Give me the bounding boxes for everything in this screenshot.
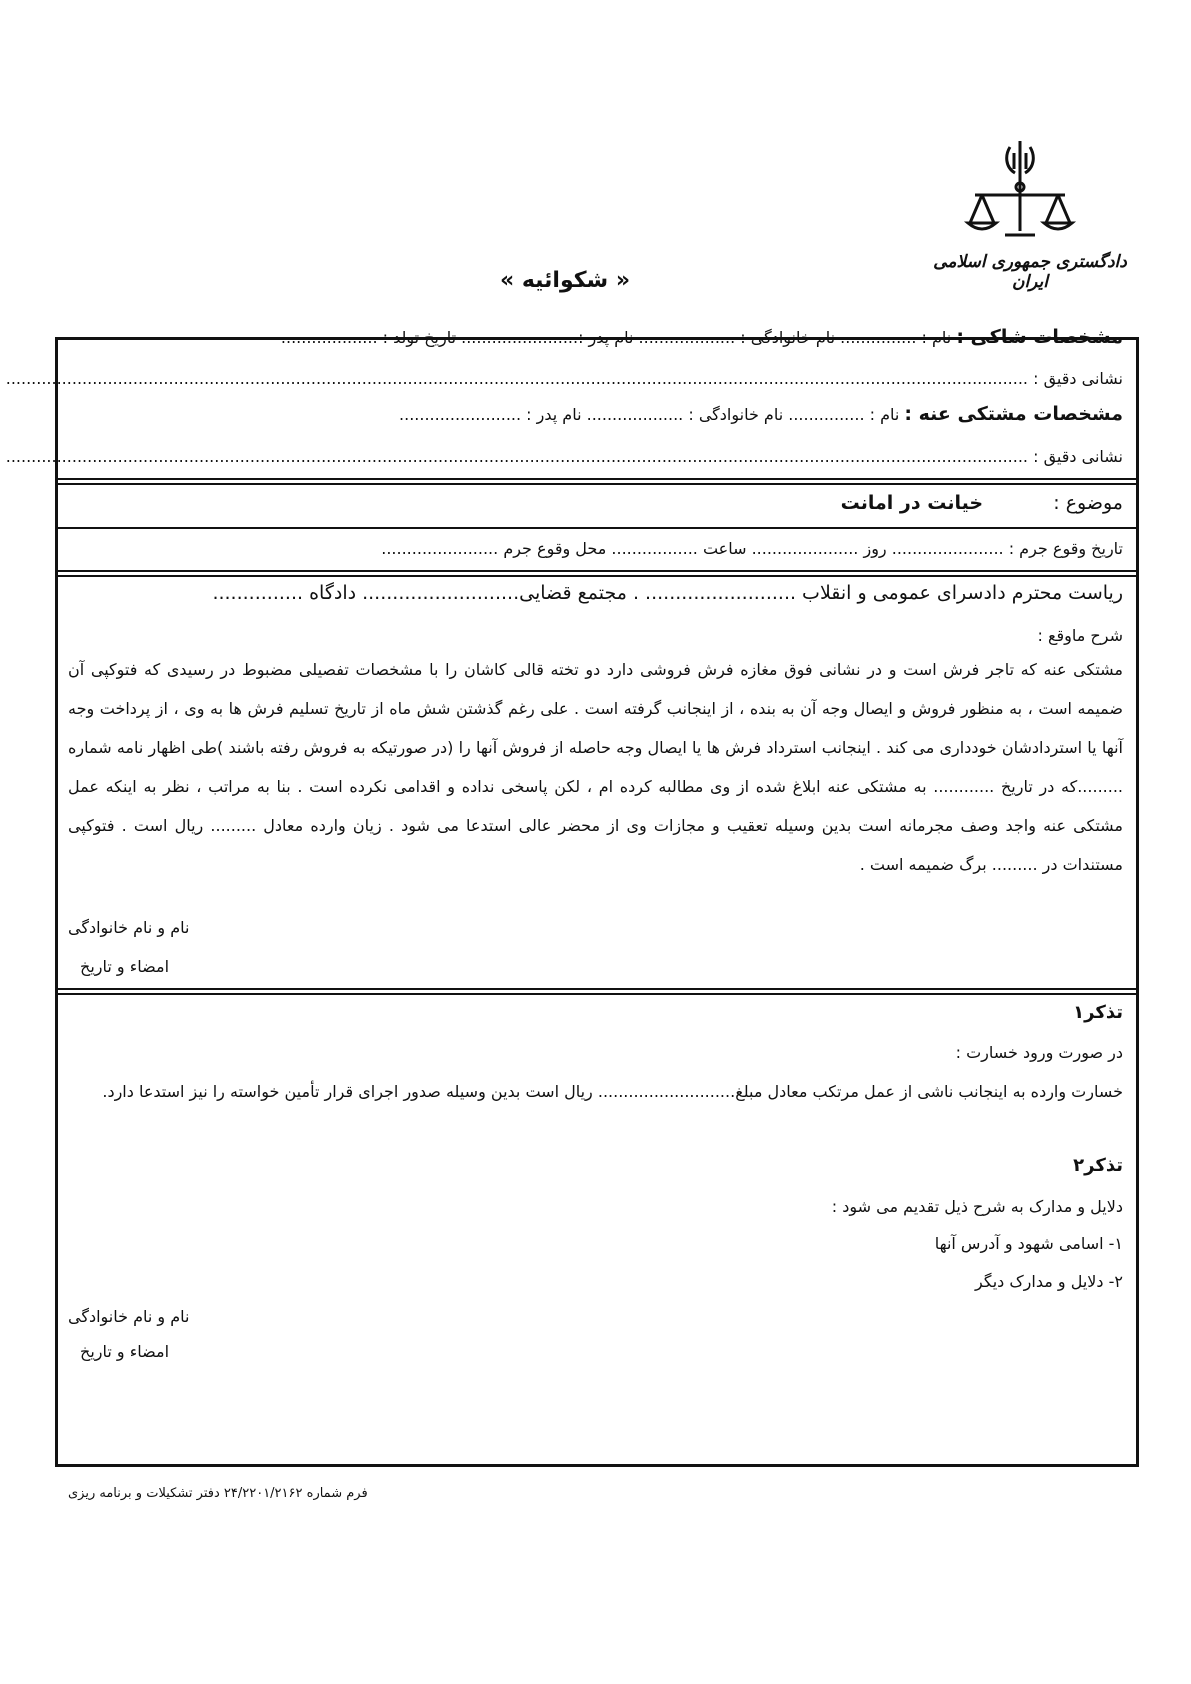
document-title: « شکوائیه » [499,268,631,293]
complainant-address-field[interactable]: نشانی دقیق : ......................................................................................................................................................................................................... [5,369,1123,388]
signature-sign-label: امضاء و تاریخ [80,1342,170,1361]
subject-row [68,492,1123,515]
crime-time-field[interactable]: تاریخ وقوع جرم : ...................... روز ..................... ساعت ................. محل وقوع جرم ....................... [381,539,1123,558]
divider [56,988,1138,995]
description-text: مشتکی عنه که تاجر فرش است و در نشانی فوق مغازه فرش فروشی دارد دو تخته قالی کاشان را با مشخصات تفصیلی مضبوط در رسیدی که فتوکپی آن ضمیمه است ، به منظور فروش و ایصال وجه آن به بنده ، از اینجانب گرفته است . علی رغم گذشتن شش ماه از تاریخ تسلیم فرش ها به وی ، از پرداخت وجه آنها یا استردادشان خودداری می کند . اینجانب استرداد فرش ها یا ایصال وجه حاصله از فروش آنها را (در صورتیکه به فروش رفته باشند )طی اظهار نامه شماره .........که در تاریخ ............ به مشتکی عنه ابلاغ شده از وی مطالبه کرده ام ، لکن پاسخی نداده و اقدامی نکرده است . بنا به مراتب ، نظر به اینکه عمل مشتکی عنه واجد وصف مجرمانه است بدین وسیله تعقیب و مجازات وی از محضر عالی استدعا می شود . زیان وارده معادل ......... ریال است . فتوکپی مستندات در ......... برگ ضمیمه است . [68,660,1123,874]
defendant-row [68,403,1123,426]
complainant-row [68,326,1123,349]
subject-label: موضوع : [1053,492,1123,514]
note2-intro: دلایل و مدارک به شرح ذیل تقدیم می شود : [831,1197,1123,1216]
defendant-name-field[interactable]: نام : ............... نام خانوادگی : ................... نام پدر : ........................ [399,405,900,424]
org-name: دادگستری جمهوری اسلامی ایران [933,252,1127,292]
signature-name-label: نام و نام خانوادگی [68,918,190,937]
form-number-footer: فرم شماره ۲۴/۲۲۰۱/۲۱۶۲ دفتر تشکیلات و برنامه ریزی [68,1486,368,1501]
defendant-label: مشخصات مشتکی عنه : [904,403,1123,425]
signature-sign-label: امضاء و تاریخ [80,957,170,976]
note1-intro: در صورت ورود خسارت : [955,1043,1123,1062]
description-label: شرح ماوقع : [1037,626,1123,645]
emblem-icon [960,135,1080,245]
note2-title: تذکر۲ [1073,1155,1123,1176]
subject-value: خیانت در امانت [840,492,984,514]
note1-text: خسارت وارده به اینجانب ناشی از عمل مرتکب معادل مبلغ........................... ریال است بدین وسیله صدور اجرای قرار تأمین خواسته را نیز استدعا دارد. [102,1082,1123,1101]
note2-item: ۱- اسامی شهود و آدرس آنها [934,1234,1123,1253]
complainant-label: مشخصات شاکی : [956,326,1123,348]
defendant-address-field[interactable]: نشانی دقیق : ......................................................................................................................................................................................................... [5,447,1123,466]
divider [56,570,1138,577]
divider [56,527,1138,529]
note1-title: تذکر۱ [1073,1002,1123,1023]
divider [56,478,1138,485]
note2-item: ۲- دلایل و مدارک دیگر [975,1272,1123,1291]
court-address-field[interactable]: ریاست محترم دادسرای عمومی و انقلاب ......................... . مجتمع قضایی.......................... دادگاه ............... [212,582,1123,604]
complainant-name-field[interactable]: نام : ............... نام خانوادگی : ................... نام پدر :....................... تاریخ تولد : ................... [280,328,952,347]
signature-name-label: نام و نام خانوادگی [68,1307,190,1326]
